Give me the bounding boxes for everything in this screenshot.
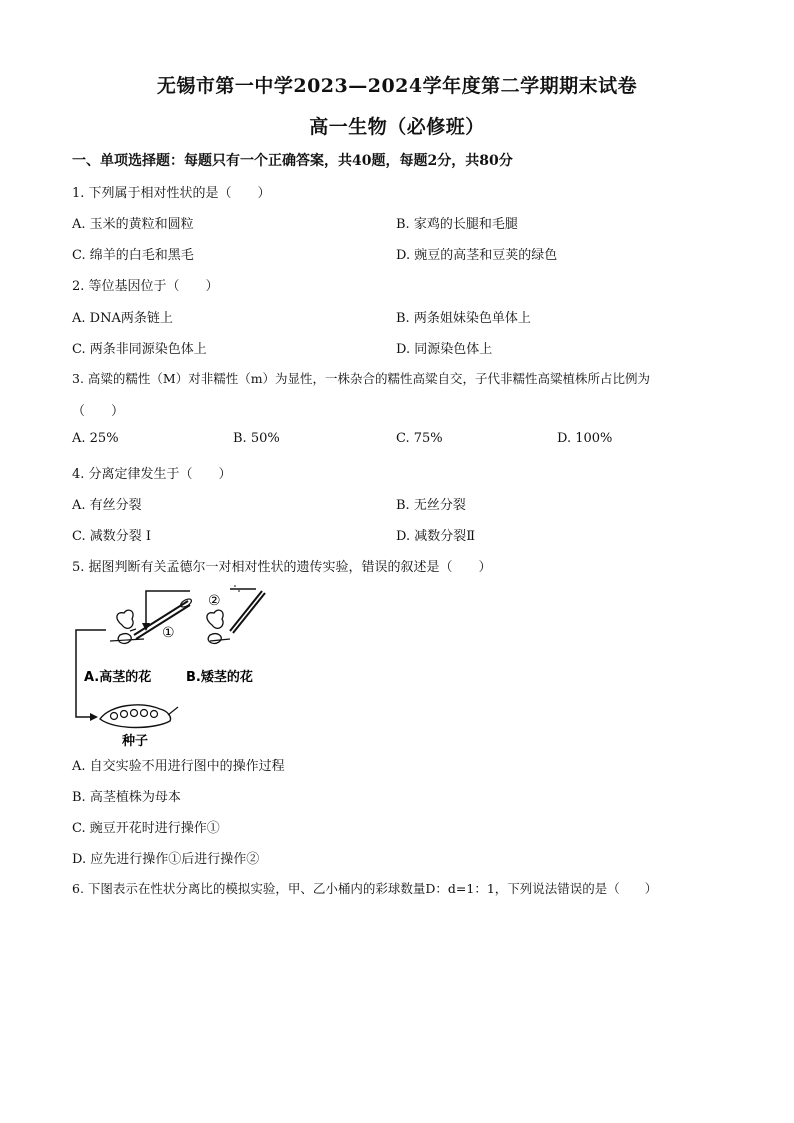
question-2-stem: 2. 等位基因位于（ ） — [72, 279, 219, 294]
question-3-option-d: D. 100% — [557, 431, 613, 446]
question-5-option-d: D. 应先进行操作①后进行操作② — [72, 852, 260, 867]
short-stem-flower-icon — [207, 610, 230, 643]
question-1-option-b: B. 家鸡的长腿和毛腿 — [396, 217, 518, 232]
operation-2-mark: ② — [208, 593, 221, 609]
question-5-option-a: A. 自交实验不用进行图中的操作过程 — [72, 759, 285, 774]
question-1-option-c: C. 绵羊的白毛和黑毛 — [72, 248, 194, 263]
question-3-stem-continued: （ ） — [72, 404, 125, 419]
question-4-option-b: B. 无丝分裂 — [396, 498, 466, 513]
question-1-stem: 1. 下列属于相对性状的是（ ） — [72, 186, 271, 201]
question-6-stem: 6. 下图表示在性状分离比的模拟实验，甲、乙小桶内的彩球数量D：d=1：1，下列说法错误的是（ ） — [72, 881, 658, 896]
exam-title: 无锡市第一中学2023—2024学年度第二学期期末试卷 — [156, 75, 638, 97]
brush-icon — [230, 591, 262, 631]
question-2-option-d: D. 同源染色体上 — [396, 342, 493, 357]
question-5-option-b: B. 高茎植株为母本 — [72, 790, 181, 805]
section-heading: 一、单项选择题：每题只有一个正确答案，共40题，每题2分，共80分 — [72, 153, 513, 169]
tweezers-icon — [134, 601, 188, 635]
tall-stem-flower-icon — [110, 610, 144, 643]
question-3-option-a: A. 25% — [72, 431, 119, 446]
question-3-stem: 3. 高粱的糯性（M）对非糯性（m）为显性，一株杂合的糯性高粱自交，子代非糯性高粱植株所占比例为 — [72, 371, 651, 386]
question-1-option-a: A. 玉米的黄粒和圆粒 — [72, 217, 194, 232]
pollination-figure — [70, 585, 290, 750]
question-2-option-c: C. 两条非同源染色体上 — [72, 342, 207, 357]
seed-pod-icon — [100, 705, 178, 728]
question-5-option-c: C. 豌豆开花时进行操作① — [72, 821, 220, 836]
question-4-option-d: D. 减数分裂Ⅱ — [396, 529, 476, 544]
question-2-option-a: A. DNA两条链上 — [72, 311, 173, 326]
operation-1-mark: ① — [162, 625, 175, 641]
question-2-option-b: B. 两条姐妹染色单体上 — [396, 311, 531, 326]
figure-label-a: A.高茎的花 — [84, 670, 152, 685]
question-1-option-d: D. 豌豆的高茎和豆荚的绿色 — [396, 248, 558, 263]
question-4-option-c: C. 减数分裂 Ⅰ — [72, 529, 152, 544]
exam-subtitle: 高一生物（必修班） — [309, 116, 485, 138]
figure-label-seed: 种子 — [122, 734, 149, 749]
figure-label-b: B.矮茎的花 — [186, 670, 253, 685]
question-4-stem: 4. 分离定律发生于（ ） — [72, 467, 232, 482]
question-3-option-c: C. 75% — [396, 431, 443, 446]
question-4-option-a: A. 有丝分裂 — [72, 498, 142, 513]
seed-arrowhead — [90, 713, 98, 721]
question-3-option-b: B. 50% — [233, 431, 280, 446]
question-5-stem: 5. 据图判断有关孟德尔一对相对性状的遗传实验，错误的叙述是（ ） — [72, 560, 492, 575]
